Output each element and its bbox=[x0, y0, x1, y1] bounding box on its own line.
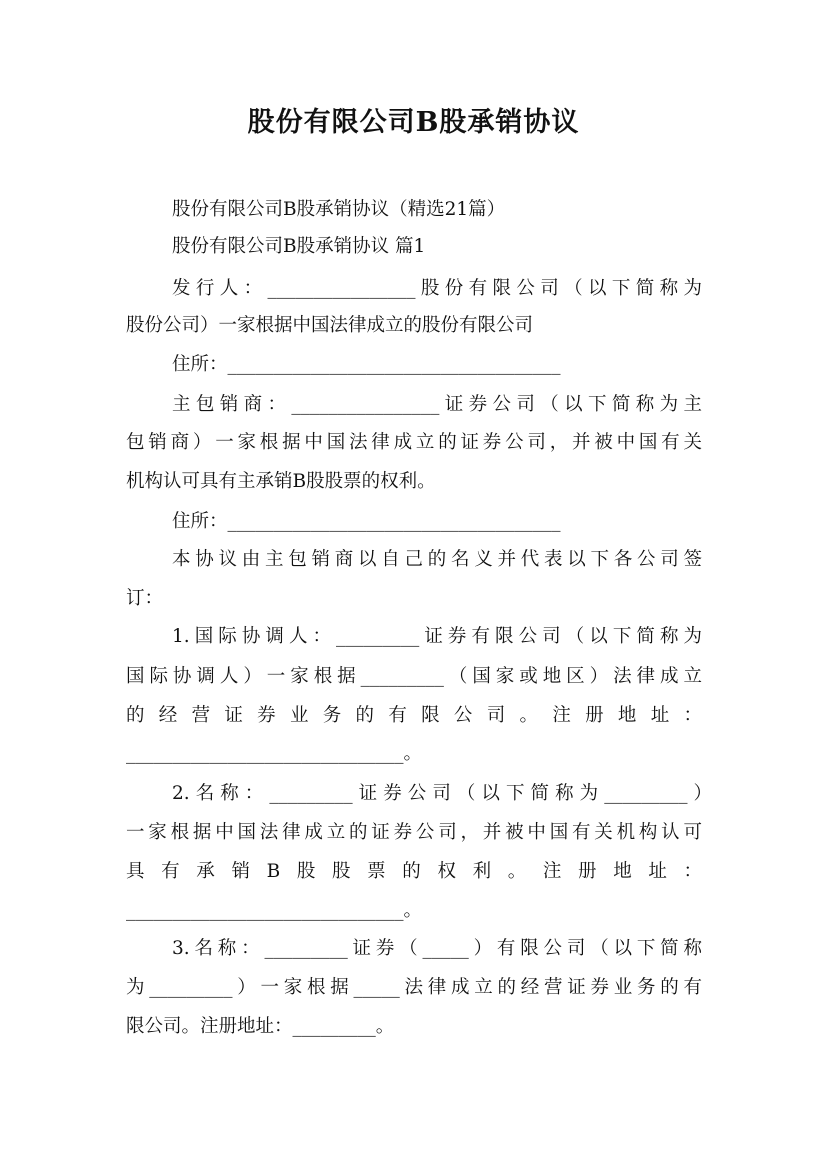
subtitle-line: 股份有限公司B股承销协议（精选21篇） bbox=[172, 199, 506, 220]
paragraph-line: 股份公司）一家根据中国法律成立的股份有限公司 bbox=[126, 315, 534, 336]
document-title: 股份有限公司B股承销协议 bbox=[247, 107, 580, 138]
list-item-line: 3.名称：_________证券（_____）有限公司（以下简称 bbox=[172, 938, 702, 959]
paragraph-line: 订： bbox=[126, 588, 164, 609]
list-item-line: 一家根据中国法律成立的证券公司，并被中国有关机构认可 bbox=[126, 822, 702, 843]
list-item-line: 2.名称：_________证券公司（以下简称为_________） bbox=[172, 783, 712, 804]
list-item-line: ______________________________。 bbox=[126, 743, 423, 764]
list-item-line: 1.国际协调人：_________证券有限公司（以下简称为 bbox=[172, 626, 702, 647]
list-item-line: ______________________________。 bbox=[126, 900, 423, 921]
paragraph-line: 本协议由主包销商以自己的名义并代表以下各公司签 bbox=[172, 549, 702, 570]
list-item-line: 国际协调人）一家根据_________（国家或地区）法律成立 bbox=[126, 666, 702, 687]
section-heading: 股份有限公司B股承销协议 篇1 bbox=[172, 236, 426, 257]
paragraph-line: 包销商）一家根据中国法律成立的证券公司，并被中国有关 bbox=[126, 432, 702, 453]
paragraph-line: 发行人：________________股份有限公司（以下简称为 bbox=[172, 278, 702, 299]
paragraph-line: 机构认可具有主承销B股股票的权利。 bbox=[126, 471, 436, 492]
list-item-line: 限公司。注册地址：_________。 bbox=[126, 1016, 395, 1037]
list-item-line: 具有承销B股股票的权利。注册地址： bbox=[126, 861, 702, 882]
paragraph-line: 住所：____________________________________ bbox=[172, 354, 561, 375]
list-item-line: 的经营证券业务的有限公司。注册地址： bbox=[126, 705, 702, 726]
paragraph-line: 主包销商：________________证券公司（以下简称为主 bbox=[172, 394, 702, 415]
list-item-line: 为_________）一家根据_____法律成立的经营证券业务的有 bbox=[126, 977, 702, 998]
paragraph-line: 住所：____________________________________ bbox=[172, 511, 561, 532]
